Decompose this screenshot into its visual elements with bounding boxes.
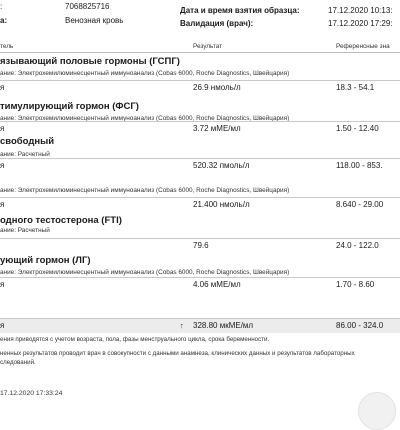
interpretation-note: ненных результатов проводит врач в совокупности с данными анамнеза, клинических данных и результатов лабораторных bbox=[0, 350, 355, 357]
sample-date-value: 17.12.2020 10:13: bbox=[328, 6, 393, 15]
table-row bbox=[0, 121, 400, 136]
table-row bbox=[0, 238, 400, 253]
test-method-note: ание: Электрохемилюминесцентный иммуноанализ (Cobas 6000, Roche Diagnostics, Швейцария) bbox=[0, 187, 290, 194]
sample-label: а: bbox=[0, 16, 8, 25]
header-divider bbox=[0, 52, 400, 53]
test-title: свободный bbox=[0, 136, 55, 147]
row-result: 26.9 нмоль/л bbox=[193, 83, 241, 92]
test-method-note: ание: Расчетный bbox=[0, 151, 50, 158]
order-number: 7068825716 bbox=[65, 2, 110, 11]
table-row bbox=[0, 318, 400, 333]
row-result: 4.06 мМЕ/мл bbox=[193, 280, 241, 289]
test-title: тимулирующий гормон (ФСГ) bbox=[0, 101, 139, 112]
row-result: 520.32 пмоль/л bbox=[193, 161, 250, 170]
row-reference: 24.0 - 122.0 bbox=[336, 241, 379, 250]
row-name: я bbox=[0, 200, 5, 209]
high-flag-icon: ↑ bbox=[180, 321, 184, 330]
test-title: язывающий половые гормоны (ГСПГ) bbox=[0, 56, 180, 67]
row-reference: 118.00 - 853. bbox=[336, 161, 383, 170]
column-header-reference: Референсные зна bbox=[336, 43, 390, 50]
test-title: ующий гормон (ЛГ) bbox=[0, 255, 91, 266]
row-name: я bbox=[0, 83, 5, 92]
interpretation-note-cont: следований. bbox=[0, 359, 36, 366]
reference-note: ения приводятся с учетом возраста, пола, фазы менструального цикла, срока беременности. bbox=[0, 336, 270, 343]
row-reference: 8.640 - 29.00 bbox=[336, 200, 384, 209]
column-header-result: Результат bbox=[193, 43, 223, 50]
row-name: я bbox=[0, 321, 5, 330]
row-reference: 1.50 - 12.40 bbox=[336, 124, 379, 133]
row-reference: 1.70 - 8.60 bbox=[336, 280, 375, 289]
table-row bbox=[0, 277, 400, 292]
validation-label: Валидация (врач): bbox=[180, 19, 254, 28]
test-method-note: ание: Электрохемилюминесцентный иммуноанализ (Cobas 6000, Roche Diagnostics, Швейцария) bbox=[0, 269, 290, 276]
sample-type: Венозная кровь bbox=[65, 16, 124, 25]
row-result: 21.400 нмоль/л bbox=[193, 200, 250, 209]
test-method-note: ание: Электрохемилюминесцентный иммуноанализ (Cobas 6000, Roche Diagnostics, Швейцария) bbox=[0, 115, 290, 122]
column-header-name: тель bbox=[0, 43, 14, 50]
row-result: 328.80 мкМЕ/мл bbox=[193, 321, 254, 330]
row-name: я bbox=[0, 161, 5, 170]
row-reference: 18.3 - 54.1 bbox=[336, 83, 375, 92]
stamp-circle bbox=[358, 392, 396, 430]
row-name: я bbox=[0, 124, 5, 133]
validation-value: 17.12.2020 17:29: bbox=[328, 19, 393, 28]
row-result: 3.72 мМЕ/мл bbox=[193, 124, 241, 133]
row-result: 79.6 bbox=[193, 241, 209, 250]
sample-date-label: Дата и время взятия образца: bbox=[180, 6, 300, 15]
table-row bbox=[0, 197, 400, 212]
test-method-note: ание: Электрохемилюминесцентный иммуноанализ (Cobas 6000, Roche Diagnostics, Швейцария) bbox=[0, 70, 290, 77]
table-row bbox=[0, 158, 400, 173]
table-row bbox=[0, 80, 400, 95]
print-timestamp: 17.12.2020 17:33:24 bbox=[0, 390, 63, 397]
order-number-label: : bbox=[0, 2, 3, 11]
test-title: одного тестостерона (FTI) bbox=[0, 215, 122, 226]
row-name: я bbox=[0, 280, 5, 289]
row-reference: 86.00 - 324.0 bbox=[336, 321, 384, 330]
test-method-note: ание: Расчетный bbox=[0, 227, 50, 234]
